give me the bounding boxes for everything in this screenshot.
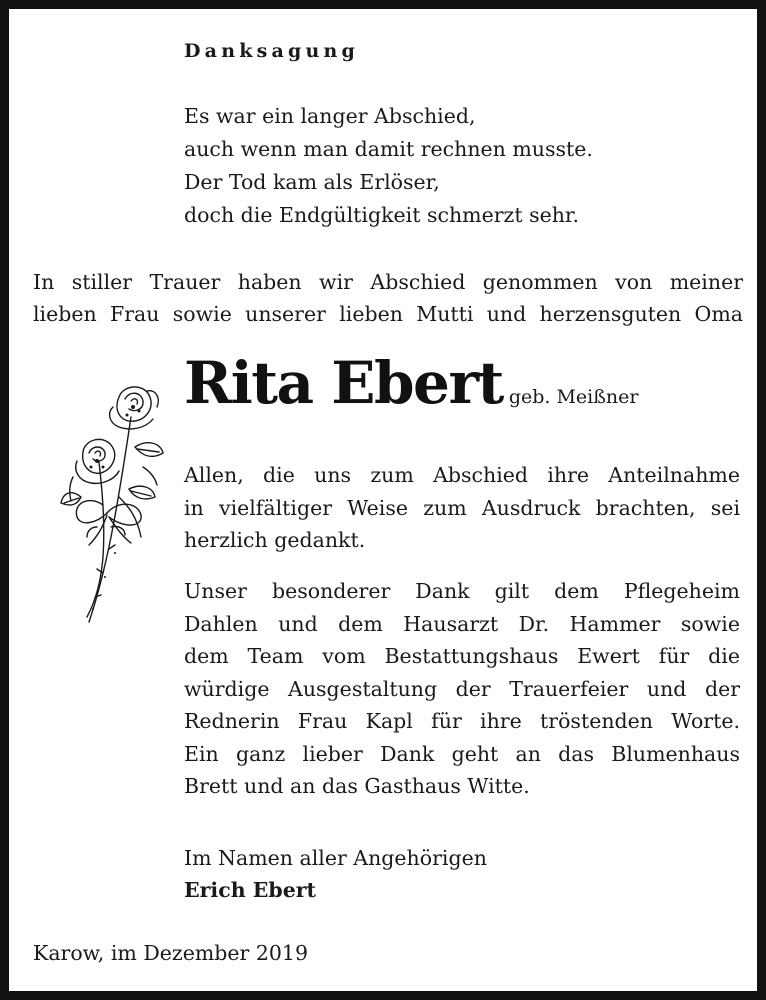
intro-line: In stiller Trauer haben wir Abschied genommen von meiner bbox=[33, 270, 743, 294]
place-date: Karow, im Dezember 2019 bbox=[33, 941, 309, 965]
text-line: herzlich gedankt. bbox=[184, 528, 366, 552]
poem-line: auch wenn man damit rechnen musste. bbox=[184, 137, 593, 161]
heading: Danksagung bbox=[184, 40, 359, 62]
text-line: Dahlen und dem Hausarzt Dr. Hammer sowie bbox=[184, 611, 740, 636]
signature-intro: Im Namen aller Angehörigen bbox=[184, 846, 487, 870]
poem-line: doch die Endgültigkeit schmerzt sehr. bbox=[184, 203, 579, 227]
text-line: Brett und an das Gasthaus Witte. bbox=[184, 774, 530, 798]
birth-name: geb. Meißner bbox=[508, 386, 639, 408]
thanks-paragraph-1 bbox=[184, 459, 740, 557]
text-line: würdige Ausgestaltung der Trauerfeier und der bbox=[184, 676, 740, 701]
rose-icon bbox=[59, 377, 179, 632]
poem-line: Es war ein langer Abschied, bbox=[184, 104, 476, 128]
poem bbox=[184, 100, 593, 232]
deceased-name: Rita Ebert bbox=[184, 349, 503, 417]
intro-text bbox=[33, 266, 743, 330]
text-line: Unser besonderer Dank gilt dem Pflegeheim bbox=[184, 579, 740, 603]
deceased-name-row bbox=[184, 349, 639, 417]
poem-line: Der Tod kam als Erlöser, bbox=[184, 170, 440, 194]
text-line: Rednerin Frau Kapl für ihre tröstenden Worte. bbox=[184, 709, 740, 733]
text-line: Allen, die uns zum Abschied ihre Anteilnahme bbox=[184, 463, 740, 487]
text-line: Ein ganz lieber Dank geht an das Blumenhaus bbox=[184, 741, 740, 766]
text-line: in vielfältiger Weise zum Ausdruck brachten, sei bbox=[184, 495, 740, 520]
signature-name: Erich Ebert bbox=[184, 878, 317, 902]
intro-line: lieben Frau sowie unserer lieben Mutti und herzensguten Oma bbox=[33, 302, 743, 326]
signature-block bbox=[184, 842, 487, 906]
thanks-paragraph-2 bbox=[184, 575, 740, 803]
text-line: dem Team vom Bestattungshaus Ewert für die bbox=[184, 644, 740, 668]
